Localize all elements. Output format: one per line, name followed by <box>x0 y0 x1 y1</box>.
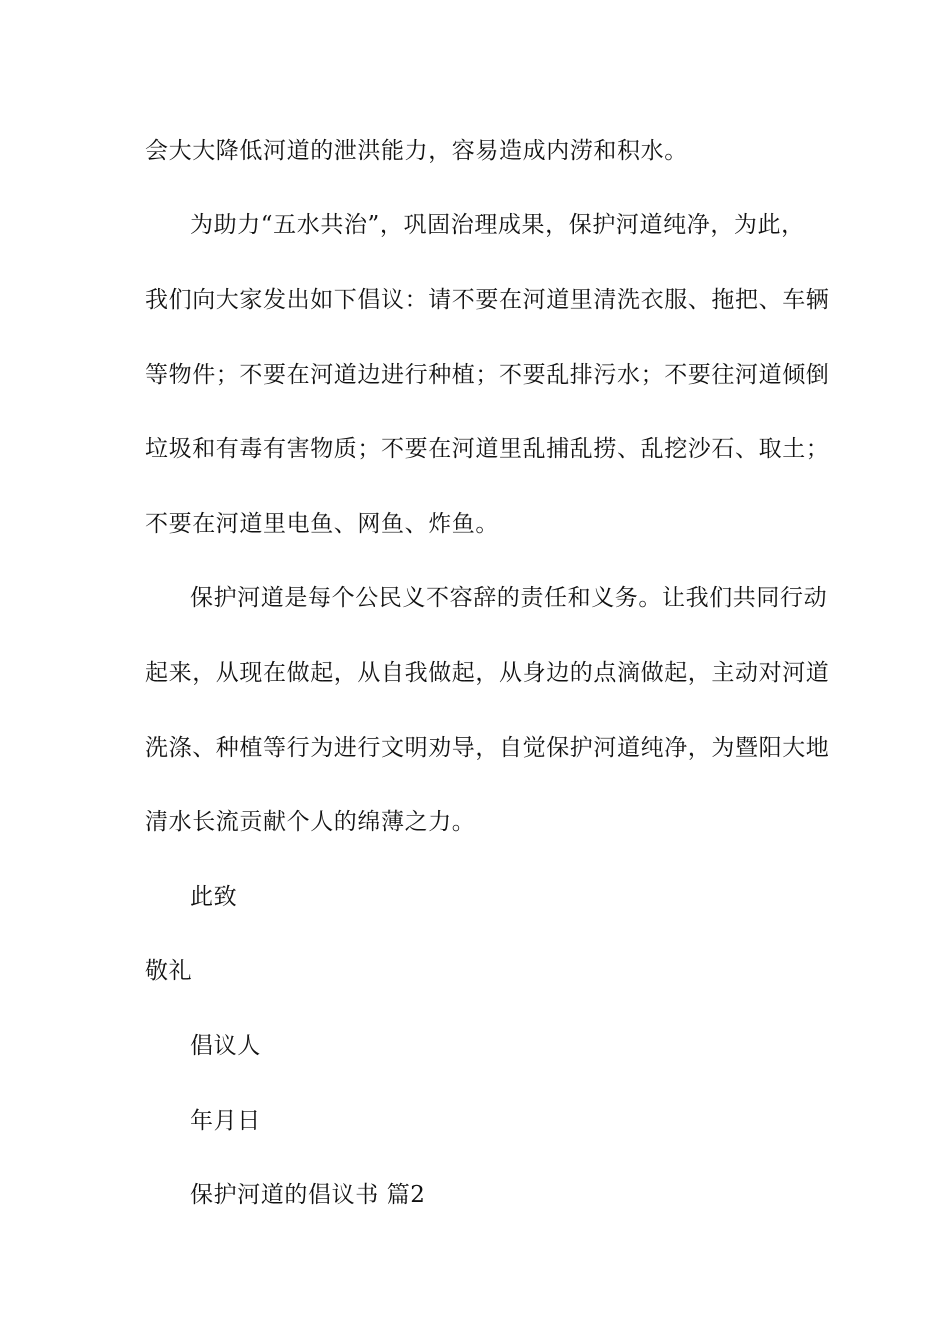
paragraph-line: 为助力“五水共治”，巩固治理成果，保护河道纯净，为此， <box>190 212 805 238</box>
date-label: 年月日 <box>190 1108 261 1134</box>
closing-regards: 敬礼 <box>145 958 193 984</box>
paragraph-line: 我们向大家发出如下倡议：请不要在河道里清洗衣服、拖把、车辆 <box>145 287 830 313</box>
paragraph-line: 清水长流贡献个人的绵薄之力。 <box>145 809 476 835</box>
paragraph-line: 等物件；不要在河道边进行种植；不要乱排污水；不要往河道倾倒 <box>145 362 830 388</box>
paragraph-line: 洗涤、种植等行为进行文明劝导，自觉保护河道纯净，为暨阳大地 <box>145 735 830 761</box>
closing-salutation: 此致 <box>190 884 238 910</box>
paragraph-line: 会大大降低河道的泄洪能力，容易造成内涝和积水。 <box>145 138 688 164</box>
section-heading: 保护河道的倡议书 篇2 <box>190 1182 426 1208</box>
paragraph-line: 起来，从现在做起，从自我做起，从身边的点滴做起，主动对河道 <box>145 660 830 686</box>
paragraph-line: 不要在河道里电鱼、网鱼、炸鱼。 <box>145 511 499 537</box>
signature-label: 倡议人 <box>190 1033 261 1059</box>
paragraph-line: 垃圾和有毒有害物质；不要在河道里乱捕乱捞、乱挖沙石、取土； <box>145 436 830 462</box>
paragraph-line: 保护河道是每个公民义不容辞的责任和义务。让我们共同行动 <box>190 585 828 611</box>
